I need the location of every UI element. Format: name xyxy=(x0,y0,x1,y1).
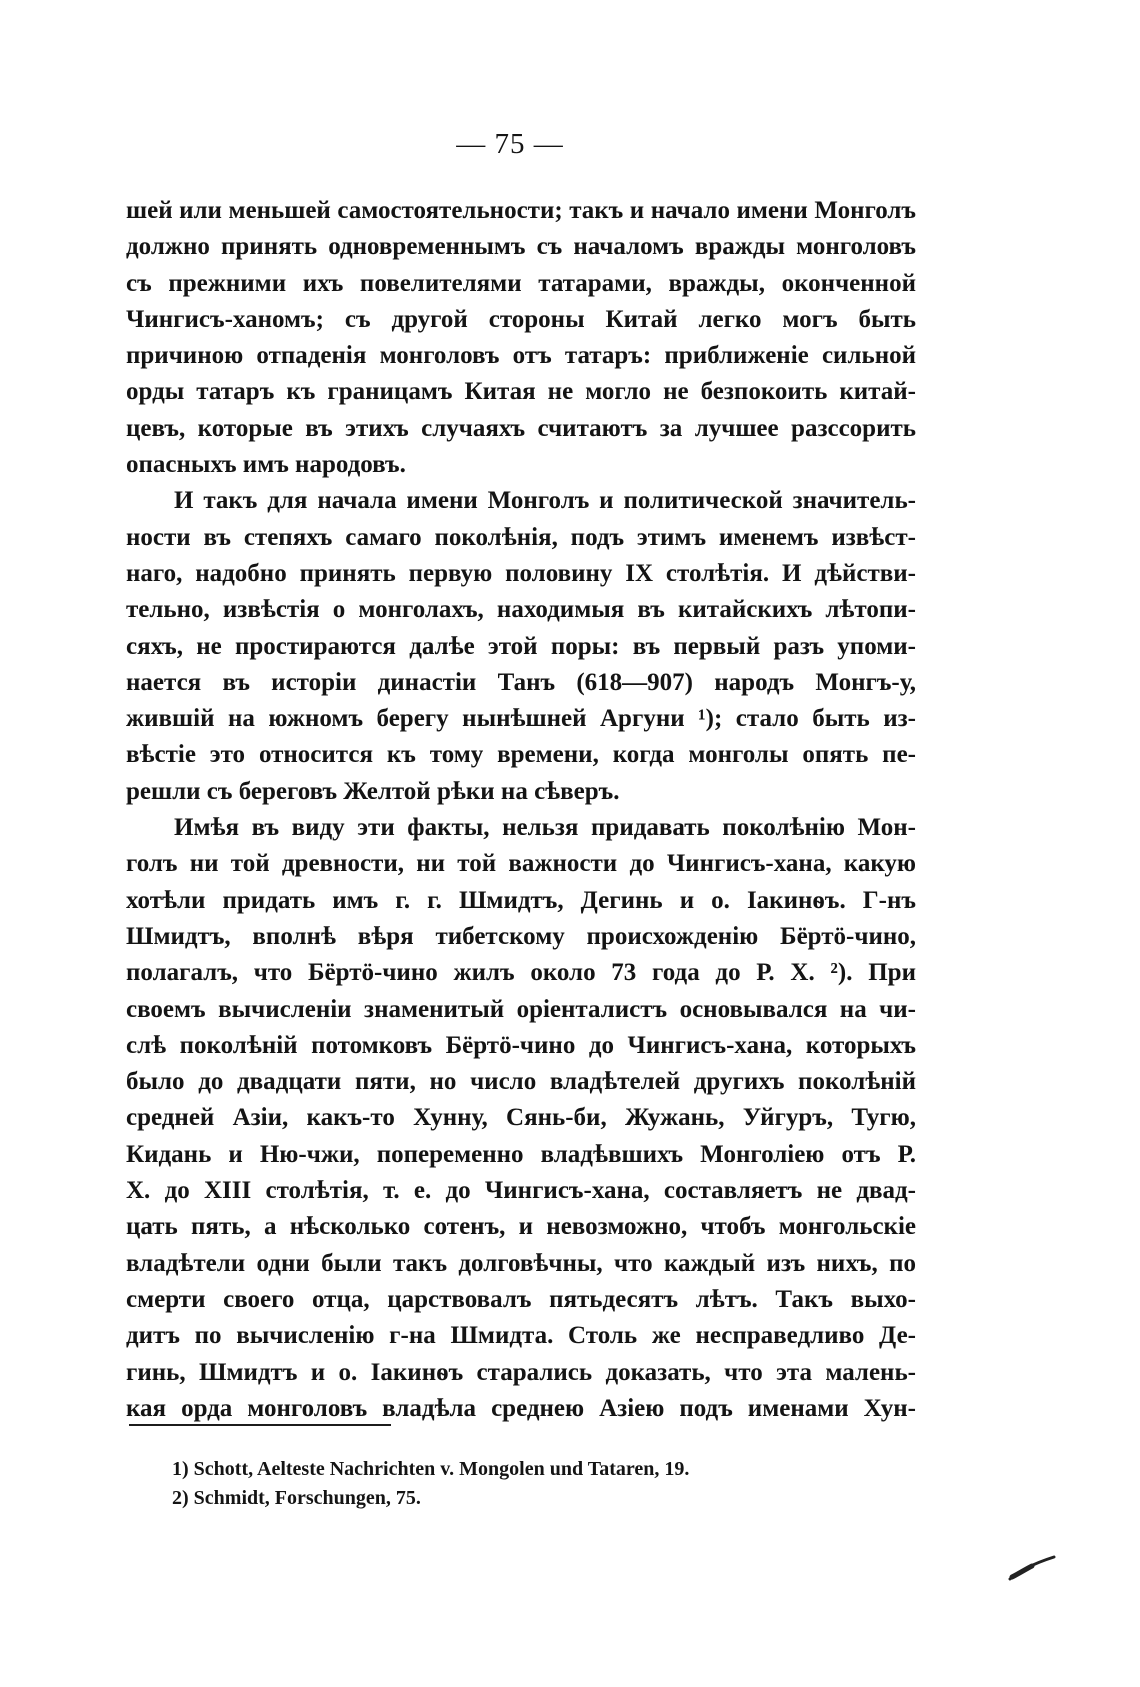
text-line: Чингисъ-ханомъ; съ другой стороны Китай легко могъ быть xyxy=(126,305,916,333)
text-line: Кидань и Ню-чжи, попеременно владѣвшихъ Монголіею отъ Р. xyxy=(126,1140,916,1168)
text-line: И такъ для начала имени Монголъ и политической значитель- xyxy=(174,487,916,515)
text-line: нается въ исторіи династіи Танъ (618—907) народъ Монгъ-у, xyxy=(126,668,916,696)
footnote-divider xyxy=(129,1424,391,1426)
text-line: решли съ береговъ Желтой рѣки на сѣверъ. xyxy=(126,777,620,805)
text-line: средней Азіи, какъ-то Хунну, Сянь-би, Жужань, Уйгуръ, Тугю, xyxy=(126,1104,916,1132)
footnotes xyxy=(172,1455,892,1513)
text-line: своемъ вычисленіи знаменитый оріенталистъ основывался на чи- xyxy=(126,995,916,1023)
text-line: хотѣли придать имъ г. г. Шмидтъ, Дегинь и о. Іакинѳъ. Г-нъ xyxy=(126,886,916,914)
text-line: полагалъ, что Бёртӧ-чино жилъ около 73 года до Р. Х. ²). При xyxy=(126,959,916,987)
text-line: шей или меньшей самостоятельности; такъ и начало имени Монголъ xyxy=(126,197,916,224)
text-line: Х. до XIII столѣтія, т. е. до Чингисъ-хана, составляетъ не двад- xyxy=(126,1177,916,1205)
text-line: цать пять, а нѣсколько сотенъ, и невозможно, чтобъ монгольскіе xyxy=(126,1213,916,1241)
text-line: слѣ поколѣній потомковъ Бёртӧ-чино до Чингисъ-хана, которыхъ xyxy=(126,1031,916,1059)
text-line: кая орда монголовъ владѣла среднею Азіею подъ именами Хун- xyxy=(126,1394,916,1422)
text-line: гинь, Шмидтъ и о. Іакинѳъ старались доказать, что эта малень- xyxy=(126,1358,916,1386)
text-line: вѣстіе это относится къ тому времени, когда монголы опять пе- xyxy=(126,741,916,769)
text-line: съ прежними ихъ повелителями татарами, вражды, оконченной xyxy=(126,269,916,297)
text-line: жившій на южномъ берегу нынѣшней Аргуни ¹); стало быть из- xyxy=(126,705,916,733)
text-line: опасныхъ имъ народовъ. xyxy=(126,451,406,479)
footnote-1: 1) Schott, Aelteste Nachrichten v. Mongolen und Tataren, 19. xyxy=(172,1458,690,1480)
main-text-block xyxy=(126,193,916,1427)
text-line: владѣтели одни были такъ долговѣчны, что каждый изъ нихъ, по xyxy=(126,1249,916,1277)
text-line: Имѣя въ виду эти факты, нельзя придавать поколѣнію Мон- xyxy=(174,814,916,842)
text-line: должно принять одновременнымъ съ началомъ вражды монголовъ xyxy=(126,233,916,261)
text-line: голъ ни той древности, ни той важности до Чингисъ-хана, какую xyxy=(126,850,916,878)
text-line: было до двадцати пяти, но число владѣтелей другихъ поколѣній xyxy=(126,1068,916,1096)
text-line: орды татаръ къ границамъ Китая не могло не безпокоить китай- xyxy=(126,378,916,406)
text-line: причиною отпаденія монголовъ отъ татаръ: приближеніе сильной xyxy=(126,342,916,370)
text-line: ности въ степяхъ самаго поколѣнія, подъ этимъ именемъ извѣст- xyxy=(126,523,916,551)
pen-mark-decoration xyxy=(1008,1555,1056,1581)
text-line: цевъ, которые въ этихъ случаяхъ считаютъ за лучшее разссорить xyxy=(126,414,916,442)
text-line: наго, надобно принять первую половину IX столѣтія. И дѣйстви- xyxy=(126,559,916,587)
text-line: тельно, извѣстія о монголахъ, находимыя въ китайскихъ лѣтопи- xyxy=(126,596,916,624)
page-number: — 75 — xyxy=(456,128,564,160)
text-line: дитъ по вычисленію г-на Шмидта. Столь же несправедливо Де- xyxy=(126,1322,916,1350)
text-line: сяхъ, не простираются далѣе этой поры: въ первый разъ упоми- xyxy=(126,632,916,660)
footnote-2: 2) Schmidt, Forschungen, 75. xyxy=(172,1487,421,1509)
text-line: Шмидтъ, вполнѣ вѣря тибетскому происхожденію Бёртӧ-чино, xyxy=(126,922,916,950)
text-line: смерти своего отца, царствовалъ пятьдесятъ лѣтъ. Такъ выхо- xyxy=(126,1285,916,1313)
